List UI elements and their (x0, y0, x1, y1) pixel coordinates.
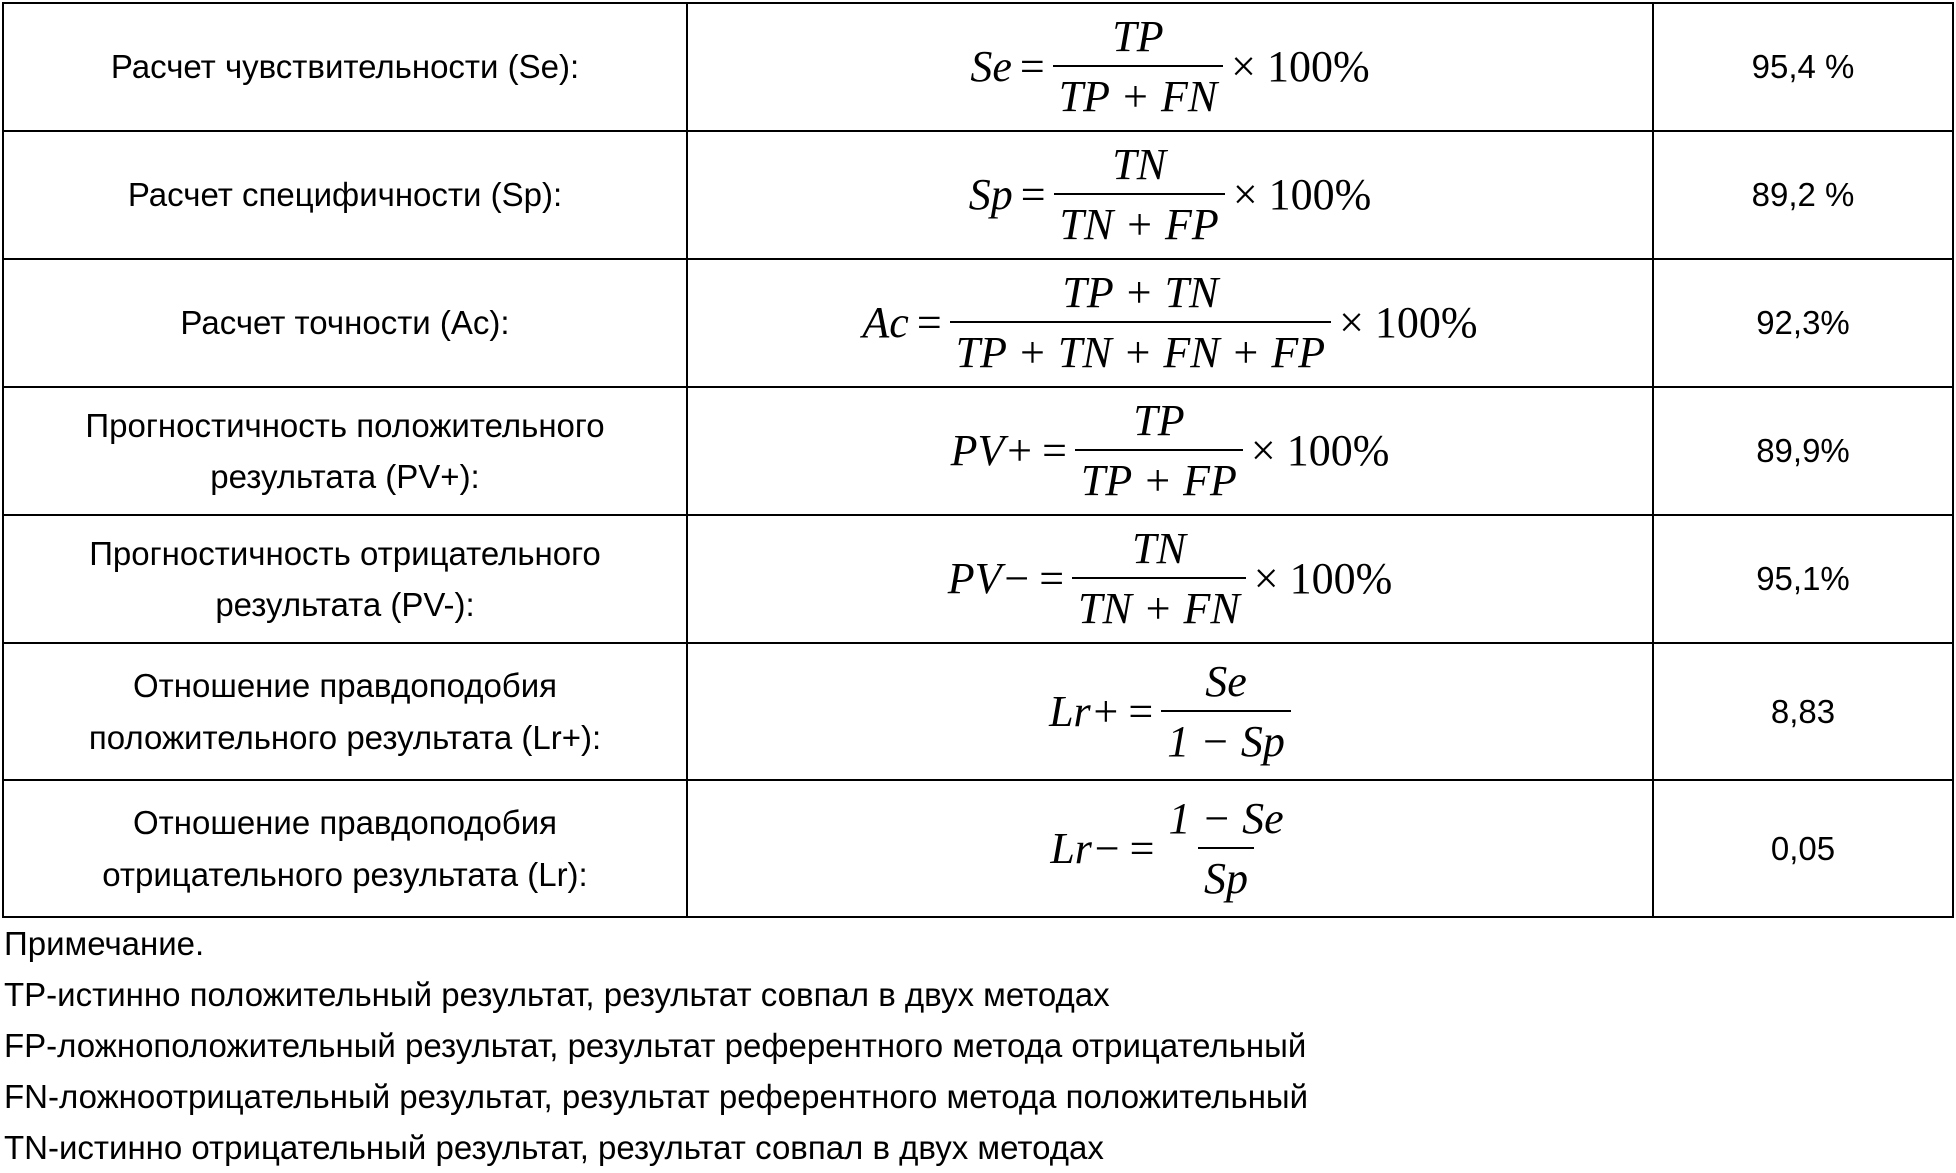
notes-section (4, 918, 1308, 1173)
metric-name-cell (3, 3, 687, 131)
result-cell (1653, 259, 1953, 387)
formula-fraction (1072, 524, 1246, 633)
metric-result: 92,3% (1756, 304, 1850, 341)
note-tn: TN-истинно отрицательный результат, результат совпал в двух методах (4, 1129, 1104, 1166)
formula-denominator: Sp (1198, 847, 1254, 901)
table-row-specificity (3, 131, 1953, 259)
metric-name: Расчет точности (Ac): (180, 304, 510, 342)
metric-result: 95,1% (1756, 560, 1850, 597)
formula-cell (687, 780, 1653, 917)
formula-denominator: TN + FP (1054, 193, 1225, 247)
formula-multiplier: × 100% (1232, 170, 1372, 219)
formula-multiplier: × 100% (1250, 426, 1390, 475)
metric-name-cell (3, 259, 687, 387)
metric-name-line1: Отношение правдоподобия (132, 804, 558, 842)
metric-name-line2: отрицательного результата (Lr): (102, 855, 588, 893)
formula-cell (687, 3, 1653, 131)
formula-lhs: Ac (862, 298, 909, 347)
formula-denominator: TP + TN + FN + FP (950, 321, 1331, 375)
formula-denominator: TP + FN (1053, 65, 1223, 119)
formula-cell (687, 259, 1653, 387)
formula-accuracy (862, 268, 1478, 377)
formula-cell (687, 643, 1653, 780)
formula-lhs: Lr− (1050, 823, 1122, 873)
formula-numerator: 1 − Se (1168, 793, 1284, 843)
formula-equals: = (916, 298, 942, 347)
formula-lhs: PV+ (950, 426, 1035, 475)
formula-lhs: PV− (947, 554, 1032, 603)
formula-equals: = (1019, 42, 1045, 91)
formula-cell (687, 131, 1653, 259)
metric-result: 0,05 (1770, 829, 1836, 867)
metric-name-line2: положительного результата (Lr+): (88, 718, 602, 756)
formula-denominator: TP + FP (1075, 449, 1243, 503)
formula-fraction (1054, 140, 1225, 249)
result-cell (1653, 515, 1953, 643)
metric-name-cell (3, 387, 687, 515)
formula-numerator: TP (1112, 12, 1164, 61)
formula-fraction (1053, 12, 1223, 121)
metric-result: 89,2 % (1751, 176, 1855, 213)
formula-lhs: Sp (968, 170, 1013, 219)
formula-multiplier: × 100% (1253, 554, 1393, 603)
table-row-accuracy (3, 259, 1953, 387)
formula-sensitivity (970, 12, 1370, 121)
metric-name-line1: Прогностичность положительного (85, 406, 605, 444)
result-cell (1653, 643, 1953, 780)
metric-name-line1: Прогностичность отрицательного (89, 534, 601, 572)
table-row-sensitivity (3, 3, 1953, 131)
formula-fraction (1162, 793, 1289, 903)
result-cell (1653, 131, 1953, 259)
formula-cell (687, 387, 1653, 515)
metric-name-line2: результата (PV+): (210, 458, 480, 495)
formula-numerator: TN (1131, 524, 1186, 573)
formula-fraction (950, 268, 1331, 377)
metric-name-cell (3, 780, 687, 917)
formula-numerator: TN (1112, 140, 1167, 189)
formula-fraction (1075, 396, 1243, 505)
table-row-lr-positive (3, 643, 1953, 780)
formula-equals: = (1128, 686, 1154, 736)
formula-numerator: TP (1133, 396, 1185, 445)
formula-equals: = (1129, 823, 1155, 873)
table-row-lr-negative (3, 780, 1953, 917)
result-cell (1653, 387, 1953, 515)
note-tp: TP-истинно положительный результат, результат совпал в двух методах (4, 976, 1110, 1013)
formula-equals: = (1039, 554, 1065, 603)
formula-lr-negative (1050, 793, 1289, 903)
metric-result: 8,83 (1770, 692, 1836, 730)
formula-denominator: 1 − Sp (1161, 710, 1291, 764)
formula-lr-positive (1049, 656, 1291, 766)
formula-fraction (1161, 656, 1291, 766)
formula-equals: = (1042, 426, 1067, 475)
metric-name-line1: Отношение правдоподобия (132, 667, 558, 705)
formula-denominator: TN + FN (1072, 577, 1246, 631)
metric-name-line2: результата (PV-): (215, 586, 475, 623)
formula-ppv (950, 396, 1390, 505)
formula-numerator: TP + TN (1062, 268, 1219, 317)
formula-lhs: Se (970, 42, 1012, 91)
table-row-npv (3, 515, 1953, 643)
result-cell (1653, 780, 1953, 917)
metric-name: Расчет специфичности (Sp): (127, 176, 563, 214)
note-fp: FP-ложноположительный результат, результат референтного метода отрицательный (4, 1027, 1307, 1064)
formula-equals: = (1020, 170, 1046, 219)
metric-result: 95,4 % (1751, 48, 1855, 85)
result-cell (1653, 3, 1953, 131)
formula-specificity (968, 140, 1372, 249)
metric-result: 89,9% (1756, 432, 1850, 469)
metric-name-cell (3, 131, 687, 259)
table-row-ppv (3, 387, 1953, 515)
metric-name: Расчет чувствительности (Se): (110, 48, 580, 86)
metric-name-cell (3, 643, 687, 780)
formula-npv (947, 524, 1393, 633)
metrics-table (2, 2, 1954, 918)
formula-lhs: Lr+ (1049, 686, 1121, 736)
note-fn: FN-ложноотрицательный результат, результат референтного метода положительный (4, 1078, 1309, 1115)
formula-multiplier: × 100% (1339, 298, 1478, 347)
metric-name-cell (3, 515, 687, 643)
formula-multiplier: × 100% (1231, 42, 1370, 91)
formula-cell (687, 515, 1653, 643)
notes-title: Примечание. (4, 925, 205, 962)
formula-numerator: Se (1205, 656, 1247, 706)
